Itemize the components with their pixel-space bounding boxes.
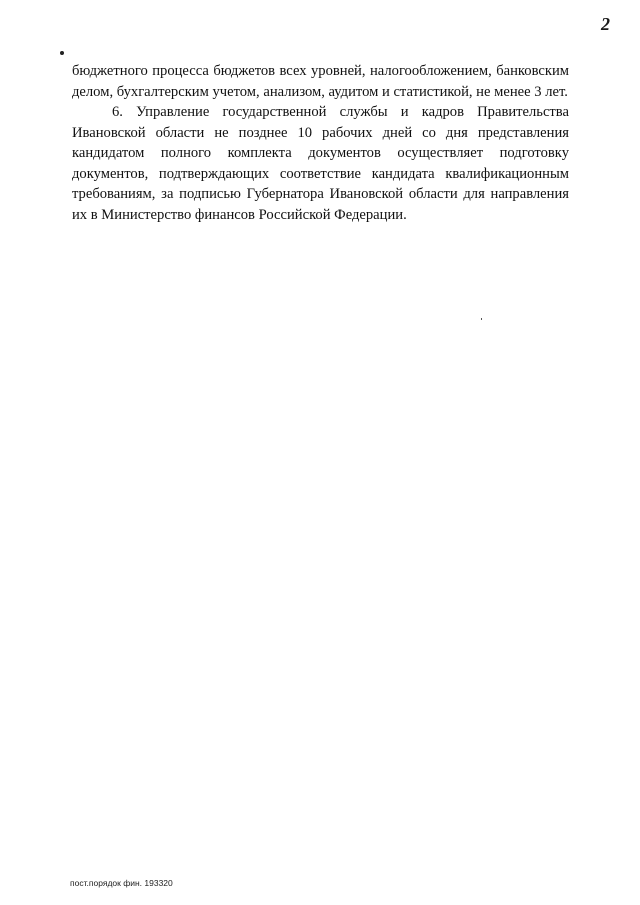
paragraph-6: 6. Управление государственной службы и кадров Правительства Ивановской области не позднее 10 рабочих дней со дня представления кандидатом полного комплекта документов осуществляет подготовку документов, подтверждающих соответствие кандидата квалификационным требованиям, за подписью Губернатора Ивановской области для направления их в Министерство финансов Российской Федерации. (72, 104, 569, 223)
paragraph-continuation: бюджетного процесса бюджетов всех уровней, налогообложением, банковским делом, бухгалтерским учетом, анализом, аудитом и статистикой, не менее 3 лет. (72, 63, 569, 100)
scan-artifact-speck (481, 318, 482, 320)
footer-file-reference: пост.порядок фин. 193320 (70, 878, 173, 888)
page-number: 2 (601, 14, 610, 34)
scan-artifact-dot (60, 51, 64, 55)
document-body (72, 61, 569, 225)
